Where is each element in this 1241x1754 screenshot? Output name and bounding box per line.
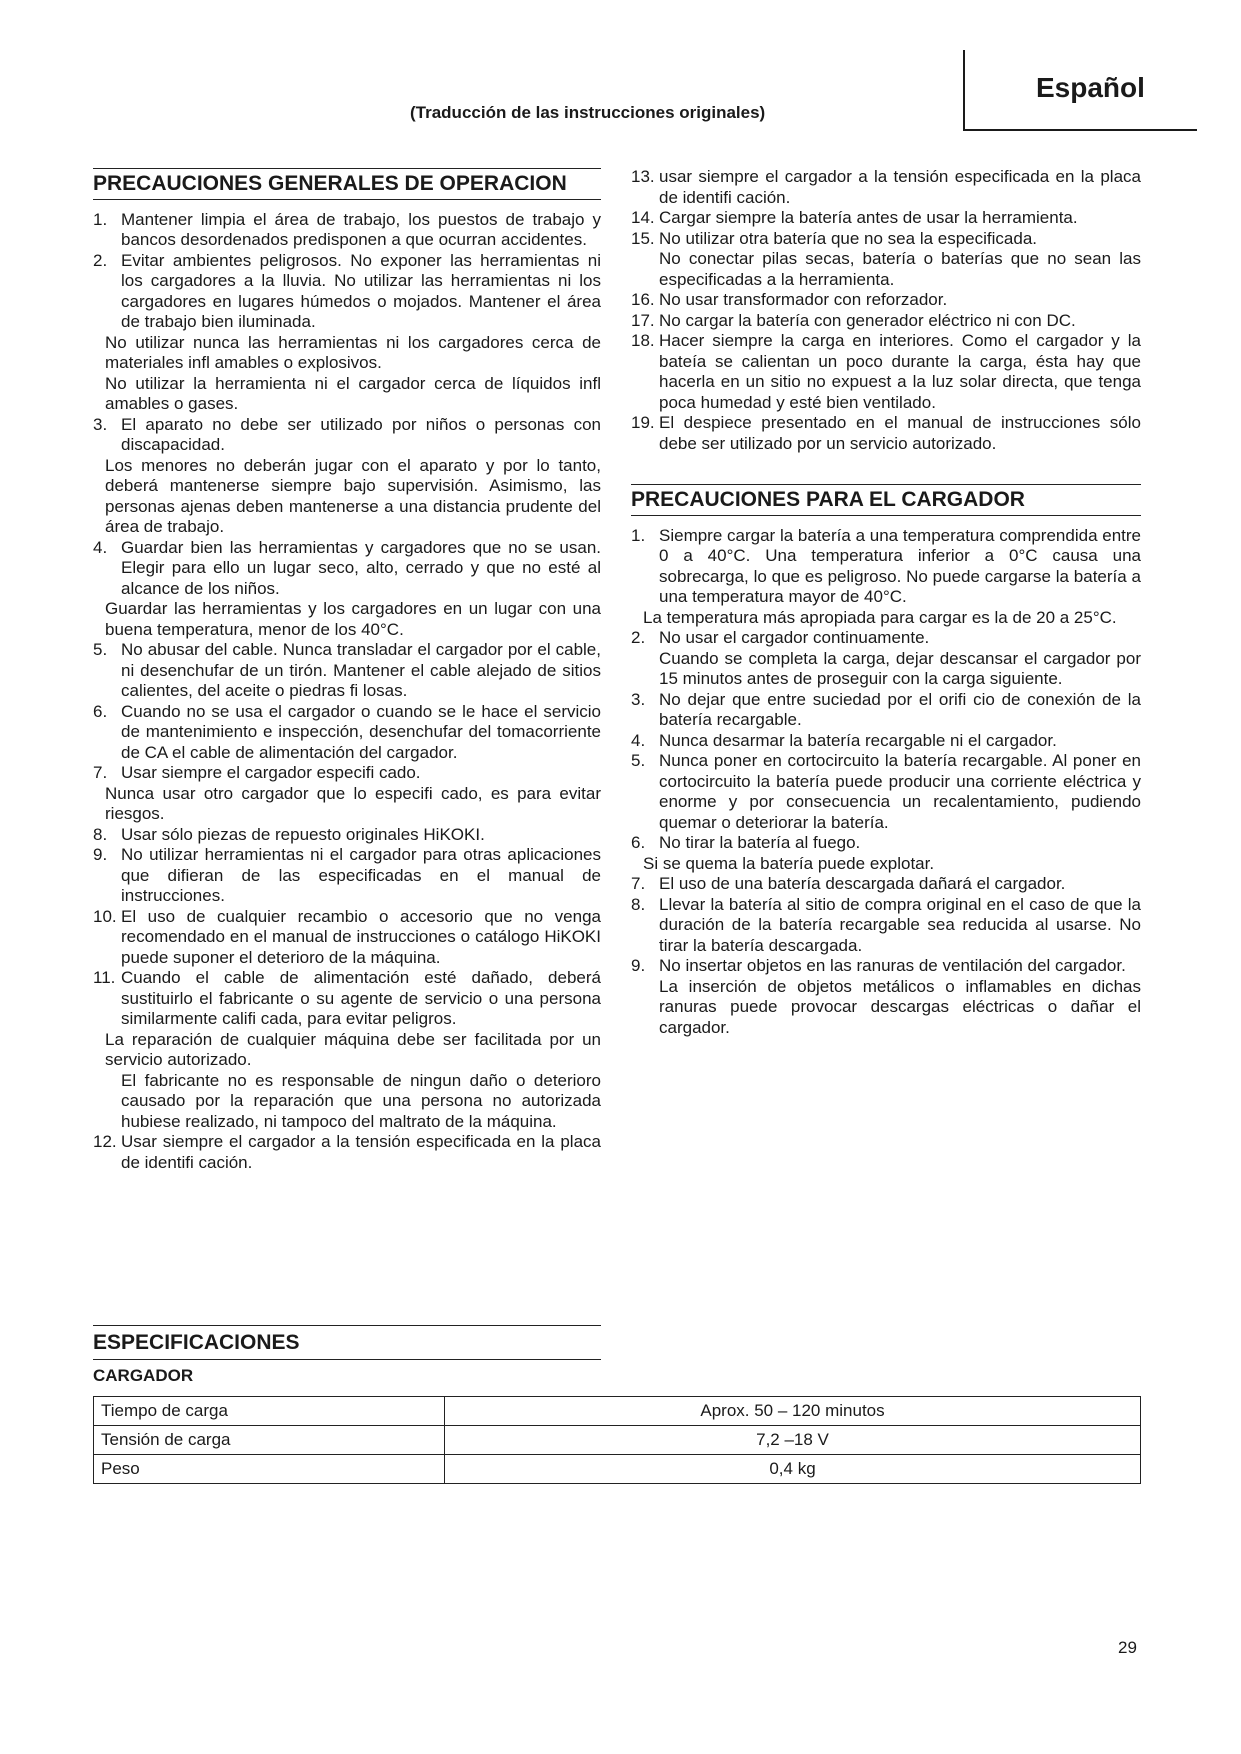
spec-value: 7,2 –18 V — [445, 1426, 1141, 1455]
list-item — [631, 874, 1141, 895]
item-note: El fabricante no es responsable de ningun daño o deterioro causado por la reparación que una persona no autorizada hubiese realizado, ni tampoco del maltrato de la máquina. — [121, 1070, 601, 1131]
list-item — [93, 968, 601, 1030]
item-number: 18. — [631, 331, 655, 350]
list-item — [631, 895, 1141, 957]
item-number: 11. — [93, 968, 116, 987]
item-number: 10. — [93, 906, 117, 926]
item-text: Evitar ambientes peligrosos. No exponer las herramientas ni los cargadores a la lluvia. No utilizar las herramientas ni los cargadores en lugares húmedos o mojados. Mantener el área de trabajo bien iluminada. — [121, 250, 601, 331]
item-number: 15. — [631, 228, 655, 248]
item-number: 13. — [631, 167, 655, 186]
item-text: No utilizar herramientas ni el cargador para otras aplicaciones que difieran de las especificadas en el manual de instrucciones. — [121, 845, 601, 905]
item-number: 1. — [93, 209, 108, 229]
left-column — [93, 168, 601, 1173]
item-number: 1. — [631, 525, 646, 545]
list-item — [93, 210, 601, 251]
list-item — [631, 331, 1141, 413]
item-number: 14. — [631, 208, 655, 227]
item-number: 7. — [93, 763, 108, 782]
item-note: La inserción de objetos metálicos o inflamables en dichas ranuras puede provocar descargas eléctricas o dañar el cargador. — [659, 976, 1141, 1037]
list-item — [93, 538, 601, 600]
item-text: Hacer siempre la carga en interiores. Como el cargador y la bateía se calientan un poco durante la carga, ésta hay que hacerla en un sitio no expuest a la luz solar directa, que tenga poca humedad y esté bien ventilado. — [659, 331, 1141, 412]
item-text: Cargar siempre la batería antes de usar la herramienta. — [659, 208, 1078, 227]
item-number: 7. — [631, 874, 646, 893]
item-number: 4. — [93, 537, 108, 557]
item-number: 6. — [631, 833, 646, 852]
translation-subtitle: (Traducción de las instrucciones originales) — [410, 103, 766, 122]
item-note: Si se quema la batería puede explotar. — [643, 853, 935, 873]
list-item — [631, 526, 1141, 608]
item-number: 16. — [631, 290, 655, 309]
item-text: No utilizar otra batería que no sea la especificada. — [659, 228, 1038, 248]
specifications-table — [93, 1396, 1141, 1484]
item-text: Usar siempre el cargador especifi cado. — [121, 763, 421, 782]
list-item — [93, 907, 601, 969]
item-text: No usar transformador con reforzador. — [659, 290, 948, 309]
spec-value: Aprox. 50 – 120 minutos — [445, 1397, 1141, 1426]
table-row — [94, 1397, 1141, 1426]
item-number: 3. — [93, 414, 108, 434]
item-note: Guardar las herramientas y los cargadores en un lugar con una buena temperatura, menor de los 40°C. — [105, 599, 601, 639]
list-item — [631, 208, 1141, 229]
item-number: 12. — [93, 1132, 117, 1151]
item-number: 8. — [631, 894, 646, 914]
item-text: No usar el cargador continuamente. — [659, 628, 930, 647]
item-note: Nunca usar otro cargador que lo especifi cado, es para evitar riesgos. — [105, 783, 601, 823]
list-item — [93, 1132, 601, 1173]
item-text: El aparato no debe ser utilizado por niños o personas con discapacidad. — [121, 414, 601, 454]
item-text: El despiece presentado en el manual de instrucciones sólo debe ser utilizado por un servicio autorizado. — [659, 413, 1141, 453]
list-item — [631, 751, 1141, 833]
item-text: usar siempre el cargador a la tensión especificada en la placa de identifi cación. — [659, 167, 1141, 207]
item-number: 2. — [631, 628, 646, 647]
list-item — [631, 690, 1141, 731]
item-text: Llevar la batería al sitio de compra original en el caso de que la duración de la batería recargable sea reducida al usarse. No tirar la batería descargada. — [659, 894, 1141, 955]
item-note: No utilizar nunca las herramientas ni los cargadores cerca de materiales infl amables o explosivos. — [105, 332, 601, 372]
spec-label: Tensión de carga — [94, 1426, 445, 1455]
item-number: 17. — [631, 310, 655, 330]
charger-precautions-heading: PRECAUCIONES PARA EL CARGADOR — [631, 484, 1141, 516]
item-text: No abusar del cable. Nunca transladar el cargador por el cable, ni desenchufar de un tirón. Mantener el cable alejado de sitios calientes, del aceite o piedras fi losas. — [121, 640, 601, 700]
list-item — [631, 956, 1141, 977]
spec-label: Tiempo de carga — [94, 1397, 445, 1426]
list-item — [93, 763, 601, 784]
item-text: El uso de una batería descargada dañará el cargador. — [659, 874, 1066, 893]
item-text: Cuando el cable de alimentación esté dañado, deberá sustituirlo el fabricante o su agente de servicio o una persona similarmente califi cada, para evitar peligros. — [121, 968, 601, 1028]
right-column — [631, 167, 1141, 1038]
item-note: La temperatura más apropiada para cargar es la de 20 a 25°C. — [643, 607, 1117, 627]
specifications-heading: ESPECIFICACIONES — [93, 1325, 601, 1360]
item-text: Usar siempre el cargador a la tensión especificada en la placa de identifi cación. — [121, 1132, 601, 1172]
item-number: 4. — [631, 730, 646, 750]
item-text: Mantener limpia el área de trabajo, los puestos de trabajo y bancos desordenados predisponen a que ocurran accidentes. — [121, 209, 601, 249]
item-number: 3. — [631, 689, 646, 709]
list-item — [631, 290, 1141, 311]
item-number: 5. — [93, 640, 108, 659]
list-item — [631, 229, 1141, 250]
specifications-section — [93, 1325, 1143, 1484]
item-text: Nunca poner en cortocircuito la batería recargable. Al poner en cortocircuito la batería puede producir una corriente eléctrica y enorme y por consecuencia un recalentamiento, pudiendo quemar o deteriorar la batería. — [659, 751, 1141, 832]
item-text: El uso de cualquier recambio o accesorio que no venga recomendado en el manual de instrucciones o catálogo HiKOKI puede suponer el deterioro de la máquina. — [121, 906, 601, 967]
item-number: 9. — [631, 956, 646, 975]
table-row — [94, 1455, 1141, 1484]
item-number: 8. — [93, 824, 108, 844]
item-text: No dejar que entre suciedad por el orifi cio de conexión de la batería recargable. — [659, 689, 1141, 729]
list-item — [93, 415, 601, 456]
page-number: 29 — [1118, 1638, 1137, 1657]
item-text: Nunca desarmar la batería recargable ni el cargador. — [659, 730, 1057, 750]
item-note: No utilizar la herramienta ni el cargador cerca de líquidos infl amables o gases. — [105, 373, 601, 413]
item-text: Cuando no se usa el cargador o cuando se le hace el servicio de mantenimiento e inspección, desenchufar del tomacorriente de CA el cable de alimentación del cargador. — [121, 701, 601, 762]
list-item — [631, 731, 1141, 752]
item-note: Cuando se completa la carga, dejar descansar el cargador por 15 minutos antes de proseguir con la carga siguiente. — [659, 648, 1141, 688]
charger-subheading: CARGADOR — [93, 1366, 194, 1385]
item-text: No insertar objetos en las ranuras de ventilación del cargador. — [659, 956, 1126, 975]
item-text: Siempre cargar la batería a una temperatura comprendida entre 0 a 40°C. Una temperatura inferior a 0°C causa una sobrecarga, lo que es peligroso. No puede cargarse la batería a una temperatura mayor de 40°C. — [659, 525, 1141, 606]
item-number: 5. — [631, 751, 646, 770]
item-text: No tirar la batería al fuego. — [659, 833, 861, 852]
item-text: No cargar la batería con generador eléctrico ni con DC. — [659, 310, 1076, 330]
item-number: 19. — [631, 413, 655, 432]
item-text: Guardar bien las herramientas y cargadores que no se usan. Elegir para ello un lugar seco, alto, cerrado y que no esté al alcance de los niños. — [121, 537, 601, 598]
language-label: Español — [1036, 72, 1145, 103]
section-gap — [631, 454, 1141, 484]
spec-value: 0,4 kg — [445, 1455, 1141, 1484]
list-item — [93, 702, 601, 764]
list-item — [93, 640, 601, 702]
list-item — [631, 311, 1141, 332]
list-item — [631, 167, 1141, 208]
item-number: 9. — [93, 845, 108, 864]
spec-label: Peso — [94, 1455, 445, 1484]
list-item — [631, 833, 1141, 854]
list-item — [93, 845, 601, 907]
list-item — [631, 628, 1141, 649]
item-note: No conectar pilas secas, batería o baterías que no sean las especificadas a la herramienta. — [659, 249, 1141, 289]
list-item — [93, 251, 601, 333]
item-note: La reparación de cualquier máquina debe ser facilitada por un servicio autorizado. — [105, 1029, 601, 1069]
item-note: Los menores no deberán jugar con el aparato y por lo tanto, deberá mantenerse siempre bajo supervisión. Asimismo, las personas ajenas deben mantenerse a una distancia prudente del área de trabajo. — [105, 455, 601, 536]
list-item — [93, 825, 601, 846]
list-item — [631, 413, 1141, 454]
general-precautions-heading: PRECAUCIONES GENERALES DE OPERACION — [93, 168, 601, 200]
item-text: Usar sólo piezas de repuesto originales HiKOKI. — [121, 824, 485, 844]
item-number: 2. — [93, 250, 108, 270]
table-row — [94, 1426, 1141, 1455]
item-number: 6. — [93, 701, 108, 721]
